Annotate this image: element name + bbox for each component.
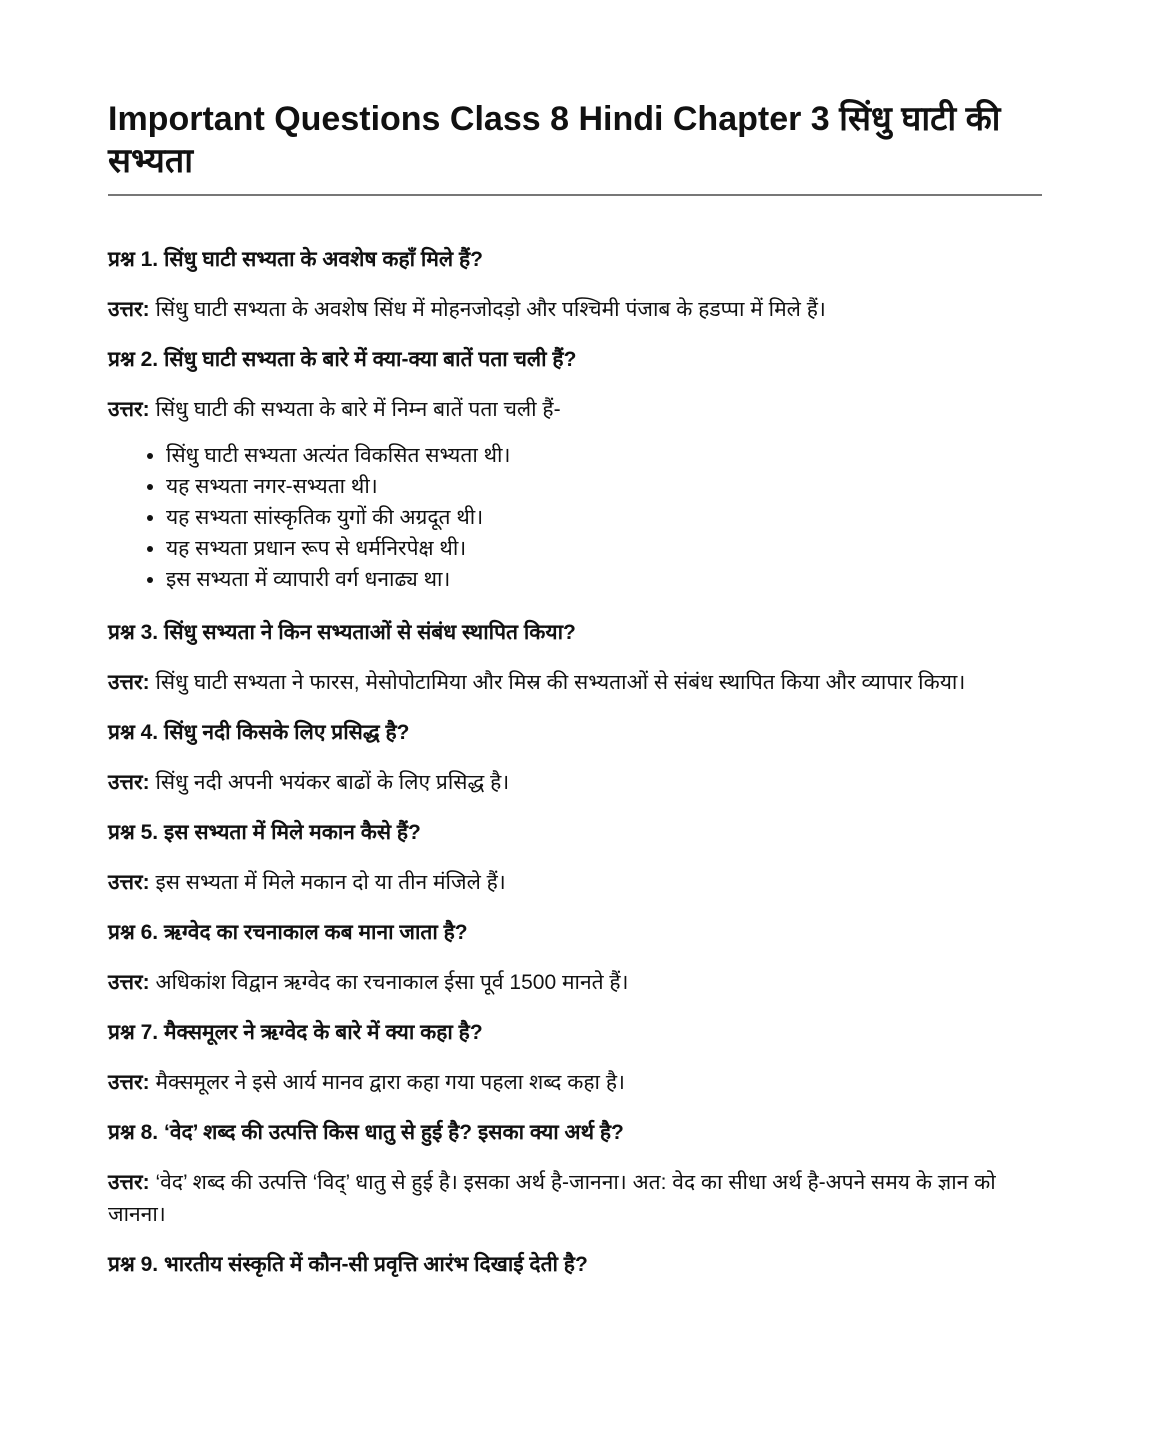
answer-text: सिंधु घाटी की सभ्यता के बारे में निम्न बातें पता चली हैं- (155, 398, 561, 421)
qa-item-1 (108, 244, 1042, 326)
answer-2 (108, 394, 1042, 426)
answer-text: ‘वेद’ शब्द की उत्पत्ति ‘विद्’ धातु से हुई है। इसका अर्थ है-जानना। अत: वेद का सीधा अर्थ है-अपने समय के ज्ञान को जानना। (108, 1171, 996, 1226)
document-page (108, 98, 1042, 1299)
qa-item-7 (108, 1017, 1042, 1099)
question-8: प्रश्न 8. ‘वेद’ शब्द की उत्पत्ति किस धातु से हुई है? इसका क्या अर्थ है? (108, 1121, 624, 1144)
qa-item-8 (108, 1117, 1042, 1231)
list-item: • सिंधु घाटी सभ्यता अत्यंत विकसित सभ्यता थी। (166, 440, 1042, 471)
answer-label: उत्तर: (108, 671, 150, 694)
page-title: Important Questions Class 8 Hindi Chapter 3 सिंधु घाटी की सभ्यता (108, 98, 1042, 196)
answer-4 (108, 767, 1042, 799)
answer-1 (108, 294, 1042, 326)
answer-label: उत्तर: (108, 398, 150, 421)
qa-list (108, 244, 1042, 1281)
answer-text: मैक्समूलर ने इसे आर्य मानव द्वारा कहा गया पहला शब्द कहा है। (155, 1071, 625, 1094)
answer-5 (108, 867, 1042, 899)
answer-8 (108, 1167, 1042, 1231)
answer-text: अधिकांश विद्वान ऋग्वेद का रचनाकाल ईसा पूर्व 1500 मानते हैं। (155, 971, 629, 994)
qa-item-4 (108, 717, 1042, 799)
qa-item-3 (108, 617, 1042, 699)
answer-text: इस सभ्यता में मिले मकान दो या तीन मंजिले हैं। (155, 871, 506, 894)
answer-text: सिंधु घाटी सभ्यता ने फारस, मेसोपोटामिया और मिस्र की सभ्यताओं से संबंध स्थापित किया और व्यापार किया। (155, 671, 966, 694)
answer-3 (108, 667, 1042, 699)
question-2: प्रश्न 2. सिंधु घाटी सभ्यता के बारे में क्या-क्या बातें पता चली हैं? (108, 348, 577, 371)
answer-7 (108, 1067, 1042, 1099)
answer-label: उत्तर: (108, 1171, 150, 1194)
list-item: • यह सभ्यता सांस्कृतिक युगों की अग्रदूत थी। (166, 502, 1042, 533)
answer-2-bullet-list (108, 440, 1042, 595)
question-4: प्रश्न 4. सिंधु नदी किसके लिए प्रसिद्ध है? (108, 721, 410, 744)
list-item: • यह सभ्यता प्रधान रूप से धर्मनिरपेक्ष थी। (166, 533, 1042, 564)
qa-item-6 (108, 917, 1042, 999)
answer-label: उत्तर: (108, 1071, 150, 1094)
answer-6 (108, 967, 1042, 999)
answer-text: सिंधु नदी अपनी भयंकर बाढों के लिए प्रसिद्ध है। (155, 771, 510, 794)
answer-label: उत्तर: (108, 298, 150, 321)
question-7: प्रश्न 7. मैक्समूलर ने ऋग्वेद के बारे में क्या कहा है? (108, 1021, 483, 1044)
question-9: प्रश्न 9. भारतीय संस्कृति में कौन-सी प्रवृत्ति आरंभ दिखाई देती है? (108, 1253, 588, 1276)
answer-label: उत्तर: (108, 971, 150, 994)
qa-item-5 (108, 817, 1042, 899)
question-1: प्रश्न 1. सिंधु घाटी सभ्यता के अवशेष कहाँ मिले हैं? (108, 248, 483, 271)
question-6: प्रश्न 6. ऋग्वेद का रचनाकाल कब माना जाता है? (108, 921, 468, 944)
qa-item-9 (108, 1249, 1042, 1281)
list-item: • इस सभ्यता में व्यापारी वर्ग धनाढ्य था। (166, 564, 1042, 595)
question-3: प्रश्न 3. सिंधु सभ्यता ने किन सभ्यताओं से संबंध स्थापित किया? (108, 621, 576, 644)
question-5: प्रश्न 5. इस सभ्यता में मिले मकान कैसे हैं? (108, 821, 421, 844)
qa-item-2 (108, 344, 1042, 595)
answer-label: उत्तर: (108, 771, 150, 794)
answer-text: सिंधु घाटी सभ्यता के अवशेष सिंध में मोहनजोदड़ो और पश्चिमी पंजाब के हडप्पा में मिले हैं। (155, 298, 826, 321)
list-item: • यह सभ्यता नगर-सभ्यता थी। (166, 471, 1042, 502)
answer-label: उत्तर: (108, 871, 150, 894)
